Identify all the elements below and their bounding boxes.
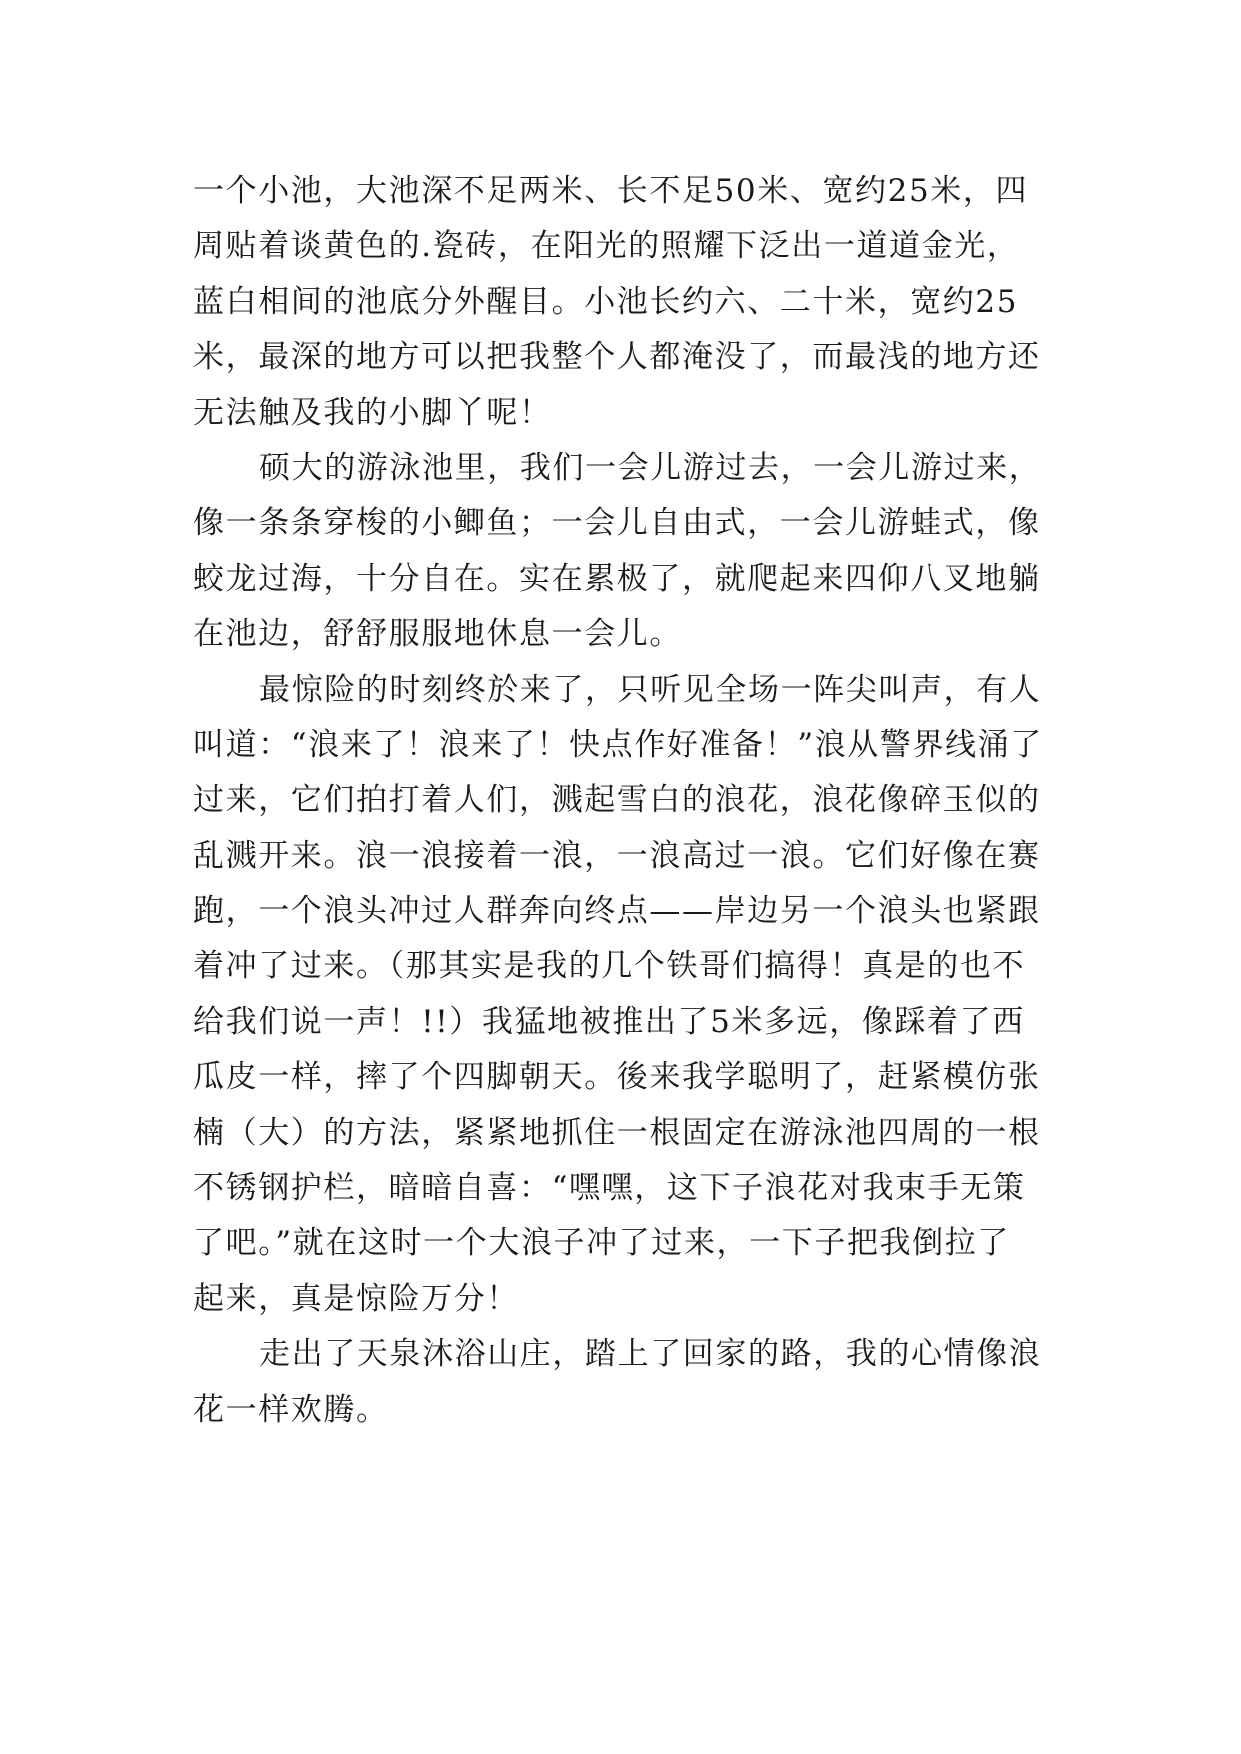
text-line: 跑，一个浪头冲过人群奔向终点——岸边另一个浪头也紧跟: [193, 893, 1041, 930]
text-line: 叫道：“浪来了！浪来了！快点作好准备！”浪从警界线涌了: [193, 726, 1043, 763]
text-line: 蛟龙过海，十分自在。实在累极了，就爬起来四仰八叉地躺: [193, 560, 1041, 597]
text-line: 不锈钢护栏，暗暗自喜：“嘿嘿，这下子浪花对我束手无策: [193, 1170, 1026, 1207]
text-line: 一个小池，大池深不足两米、长不足50米、宽约25米，四: [193, 173, 1029, 209]
paragraph-start-line: 最惊险的时刻终於来了，只听见全场一阵尖叫声，有人: [259, 671, 1042, 708]
paragraph-start-line: 走出了天泉沐浴山庄，踏上了回家的路，我的心情像浪: [259, 1336, 1042, 1373]
text-line: 起来，真是惊险万分！: [193, 1280, 519, 1317]
article-body: [193, 164, 1053, 1438]
paragraph-start-line: 硕大的游泳池里，我们一会儿游过去，一会儿游过来，: [259, 449, 1042, 486]
text-line: 楠（大）的方法，紧紧地抓住一根固定在游泳池四周的一根: [193, 1114, 1041, 1151]
text-line: 花一样欢腾。: [193, 1391, 389, 1428]
text-line: 给我们说一声！!!）我猛地被推出了5米多远，像踩着了西: [193, 1003, 1025, 1040]
text-line: 无法触及我的小脚丫呢！: [193, 394, 552, 431]
text-line: 像一条条穿梭的小鲫鱼；一会儿自由式，一会儿游蛙式，像: [193, 505, 1041, 542]
text-line: 周贴着谈黄色的.瓷砖，在阳光的照耀下泛出一道道金光，: [193, 228, 1020, 265]
text-line: 了吧。”就在这时一个大浪子冲了过来，一下子把我倒拉了: [193, 1225, 1010, 1262]
text-line: 蓝白相间的池底分外醒目。小池长约六、二十米，宽约25: [193, 283, 1019, 320]
text-line: 米，最深的地方可以把我整个人都淹没了，而最浅的地方还: [193, 339, 1041, 376]
text-line: 着冲了过来。（那其实是我的几个铁哥们搞得！真是的也不: [193, 948, 1026, 985]
text-line: 乱溅开来。浪一浪接着一浪，一浪高过一浪。它们好像在赛: [193, 837, 1041, 874]
text-line: 瓜皮一样，摔了个四脚朝天。後来我学聪明了，赶紧模仿张: [193, 1059, 1041, 1096]
text-line: 在池边，舒舒服服地休息一会儿。: [193, 616, 682, 653]
text-line: 过来，它们拍打着人们，溅起雪白的浪花，浪花像碎玉似的: [193, 782, 1041, 819]
